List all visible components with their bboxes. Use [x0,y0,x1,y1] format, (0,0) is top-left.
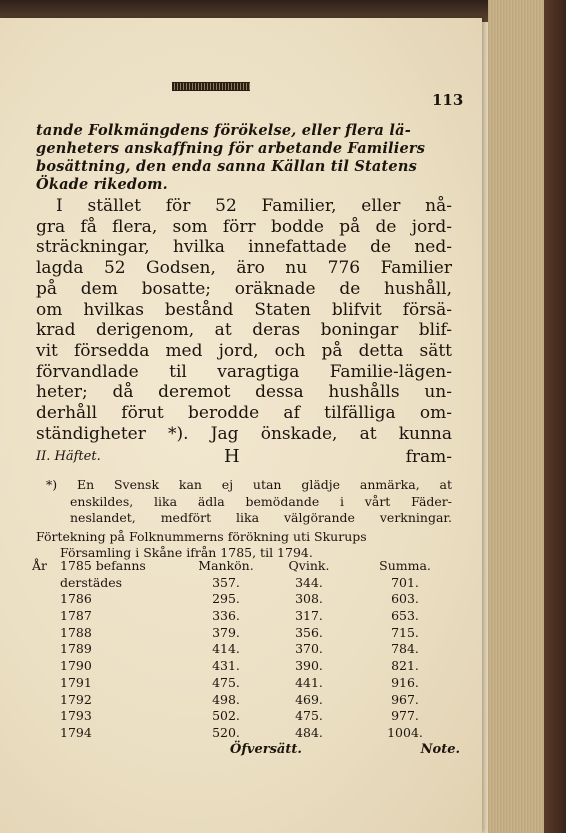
table-cell: 475. [295,708,323,724]
header-cell: Summa. [379,558,431,573]
body-line: lagda 52 Godsen, äro nu 776 Familier [36,258,452,279]
table-cell: 441. [295,674,323,690]
header-ornament [172,82,250,91]
footnote [46,477,452,527]
body-line: gra få flera, som förr bodde på de jord- [36,216,452,237]
table-cell: 370. [295,641,323,657]
table-cell [32,575,60,592]
page-number: 113 [432,91,464,109]
table-row [32,608,460,625]
table-row [32,625,460,642]
header-cell: 1785 befanns [60,558,146,573]
table-cell: 356. [295,624,323,640]
table-cell [32,675,60,692]
body-line: heter; då deremot dessa hushålls un- [36,382,452,403]
body-line: vit försedda med jord, och på detta sätt [36,340,452,361]
catchword: fram- [405,447,452,467]
table-cell: 484. [295,724,323,740]
book-page [0,18,482,833]
table-cell: 701. [391,574,419,590]
table-cell: 603. [391,591,419,607]
table-cell: 414. [212,641,240,657]
table-cell: 1794 [60,724,92,740]
table-cell: 715. [391,624,419,640]
body-line: I stället för 52 Familier, eller nå- [56,196,452,216]
table-cell: 520. [212,724,240,740]
body-line: om hvilkas bestånd Staten blifvit försä- [36,299,452,320]
body-line: krad derigenom, at deras boningar blif- [36,320,452,341]
body-line: derhåll förut berodde af tilfälliga om- [36,403,452,424]
table-cell [32,692,60,709]
table-cell: 295. [212,591,240,607]
table-row [32,658,460,675]
translator-note-label: Öfversätt. [230,742,302,757]
table-cell: 1786 [60,591,92,607]
body-line: sträckningar, hvilka innefattade de ned- [36,237,452,258]
table-cell: 1791 [60,674,92,690]
table-row [32,708,460,725]
table-header-row [32,558,460,575]
table-cell: 1790 [60,658,92,674]
body-line: förvandlade til varagtiga Familie-lägen- [36,361,452,382]
header-cell: Mankön. [198,558,254,573]
table-footer [230,742,460,760]
table-cell: 653. [391,608,419,624]
table-cell: 498. [212,691,240,707]
table-cell: 390. [295,658,323,674]
table-row [32,675,460,692]
table-cell: 379. [212,624,240,640]
volume-mark: II. Häftet. [36,449,101,464]
table-row [32,692,460,709]
table-row [32,575,460,592]
table-cell [32,658,60,675]
note-label: Note. [420,742,460,757]
table-cell: 1787 [60,608,92,624]
table-cell: 821. [391,658,419,674]
table-cell [32,625,60,642]
table-cell: 1792 [60,691,92,707]
sidenote-line: genheters anskaffning för arbetande Familiers [36,140,426,157]
table-title-line: Förtekning på Folknummerns förökning uti Skurups [36,529,367,544]
table-cell: 967. [391,691,419,707]
table-row [32,591,460,608]
sidenote-line: tande Folkmängdens förökelse, eller flera lä- [36,122,411,139]
table-cell: 469. [295,691,323,707]
table-row [32,641,460,658]
table-cell: 344. [295,574,323,590]
table-cell [32,591,60,608]
table-cell: 1788 [60,624,92,640]
table-cell [32,641,60,658]
table-cell: 1789 [60,641,92,657]
book-cover-right [544,0,566,833]
table-title [36,529,456,560]
sidenote-line: Ökade rikedom. [36,176,168,193]
signature-mark: H [224,446,240,467]
table-cell [32,708,60,725]
table-cell: 431. [212,658,240,674]
header-cell: År [32,558,48,573]
table-cell [32,725,60,742]
table-cell: 357. [212,574,240,590]
table-row [32,725,460,742]
table-cell: 1793 [60,708,92,724]
body-text [36,196,452,444]
running-sidenote [36,122,456,194]
table-cell: 502. [212,708,240,724]
footnote-line: neslandet, medfört lika välgörande verkningar. [70,510,452,525]
table-cell: derstädes [60,574,123,590]
table-cell: 784. [391,641,419,657]
sidenote-line: bosättning, den enda sanna Källan til Statens [36,158,417,175]
table-cell [32,608,60,625]
table-cell: 1004. [387,724,423,740]
body-line: på dem bosatte; oräknade de hushåll, [36,278,452,299]
table-cell: 317. [295,608,323,624]
footnote-line: enskildes, lika ädla bemödande i vårt Fäder- [70,493,452,509]
body-line: ständigheter *). Jag önskade, at kunna [36,423,452,444]
table-cell: 308. [295,591,323,607]
table-cell: 475. [212,674,240,690]
table-cell: 336. [212,608,240,624]
population-table [32,558,460,742]
header-cell: Qvink. [288,558,330,573]
table-cell: 916. [391,674,419,690]
table-title-line: Församling i Skåne ifrån 1785, til 1794. [60,544,313,560]
footnote-line: *) En Svensk kan ej utan glädje anmärka, at [46,477,452,492]
table-cell: 977. [391,708,419,724]
